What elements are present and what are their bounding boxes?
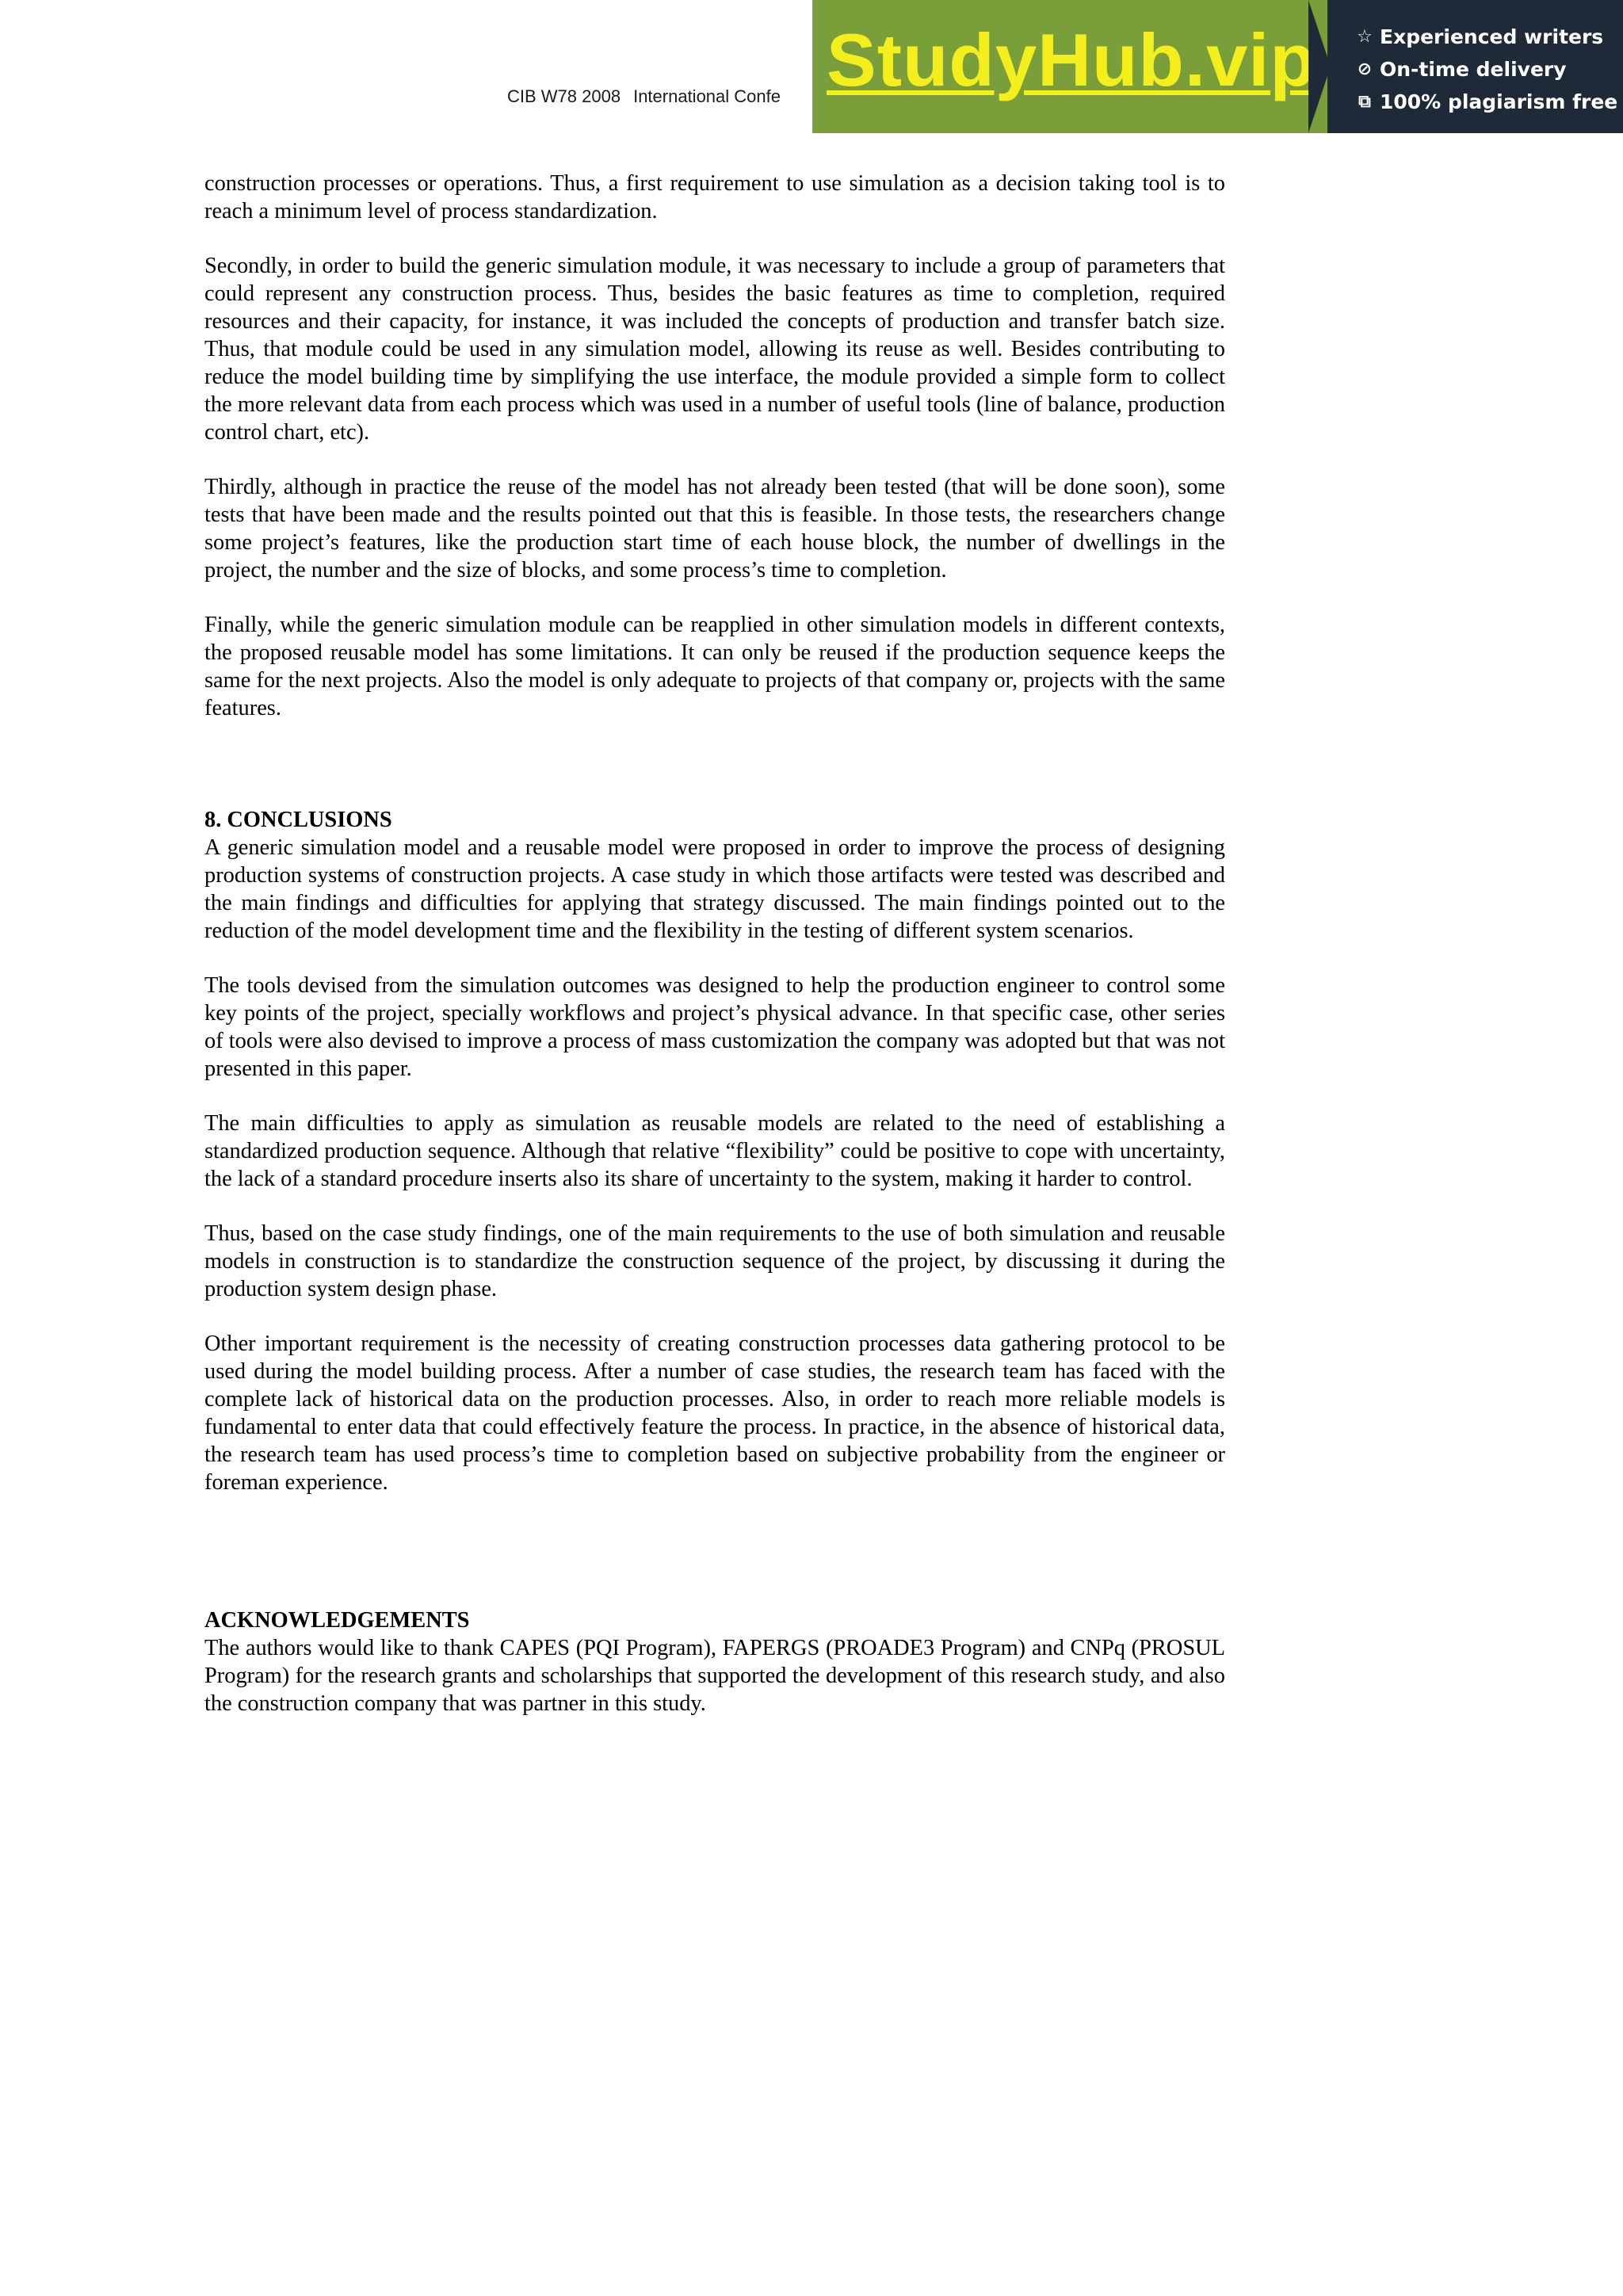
conference-code: CIB W78 2008: [507, 86, 621, 106]
clock-icon: ⊘: [1357, 59, 1373, 79]
conference-title: International Confe: [633, 86, 781, 106]
ad-feature-label: Experienced writers: [1380, 25, 1604, 48]
page-content: [204, 170, 1225, 1744]
running-header: [507, 86, 781, 107]
ad-feature-label: On-time delivery: [1380, 58, 1567, 81]
ad-feature-experienced-writers: [1354, 21, 1623, 53]
conclusions-paragraph: Other important requirement is the necessity of creating construction processes data gathering protocol to be used during the model building process. After a number of case studies, the research team has faced with the complete lack of historical data on the production processes. Also, in order to reach more reliable models is fundamental to enter data that could effectively feature the process. In practice, in the absence of historical data, the research team has used process’s time to completion based on subjective probability from the engineer or foreman experience.: [204, 1331, 1225, 1495]
ad-logo[interactable]: [812, 0, 1327, 133]
conclusions-paragraph: A generic simulation model and a reusable model were proposed in order to improve the process of designing production systems of construction projects. A case study in which those artifacts were tested was described and the main findings and difficulties for applying that strategy discussed. The main findings pointed out to the reduction of the model development time and the flexibility in the testing of different system scenarios.: [204, 835, 1225, 943]
star-icon: ☆: [1357, 27, 1373, 47]
conclusions-paragraph: The tools devised from the simulation outcomes was designed to help the production engineer to control some key points of the project, specially workflows and project’s physical advance. In that specific case, other series of tools were also devised to improve a process of mass customization the company was adopted but that was not presented in this paper.: [204, 973, 1225, 1081]
conclusions-heading: 8. CONCLUSIONS: [204, 808, 392, 832]
body-paragraph: Thirdly, although in practice the reuse of the model has not already been tested (that will be done soon), some tests that have been made and the results pointed out that this is feasible. In those tests, the researchers change some project’s features, like the production start time of each house block, the number of dwellings in the project, the number and the size of blocks, and some process’s time to completion.: [204, 475, 1225, 583]
conclusions-paragraph: Thus, based on the case study findings, one of the main requirements to the use of both simulation and reusable models in construction is to standardize the construction sequence of the project, by discussing it during the production system design phase.: [204, 1221, 1225, 1301]
body-paragraph: Finally, while the generic simulation module can be reapplied in other simulation models in different contexts, the proposed reusable model has some limitations. It can only be reused if the production sequence keeps the same for the next projects. Also the model is only adequate to projects of that company or, projects with the same features.: [204, 613, 1225, 720]
ad-feature-label: 100% plagiarism free: [1380, 90, 1618, 113]
acknowledgements-paragraph: The authors would like to thank CAPES (PQI Program), FAPERGS (PROADE3 Program) and CNPq (PROSUL Program) for the research grants and scholarships that supported the development of this research study, and also the construction company that was partner in this study.: [204, 1636, 1225, 1716]
copy-icon: ⧉: [1358, 92, 1371, 112]
ad-feature-on-time-delivery: [1354, 53, 1623, 86]
acknowledgements-heading: ACKNOWLEDGEMENTS: [204, 1608, 470, 1633]
body-paragraph: Secondly, in order to build the generic simulation module, it was necessary to include a group of parameters that could represent any construction process. Thus, besides the basic features as time to completion, required resources and their capacity, for instance, it was included the concepts of production and transfer batch size. Thus, that module could be used in any simulation model, allowing its reuse as well. Besides contributing to reduce the model building time by simplifying the use interface, the module provided a simple form to collect the more relevant data from each process which was used in a number of useful tools (line of balance, production control chart, etc).: [204, 254, 1225, 445]
ad-logo-text[interactable]: StudyHub.vip: [827, 18, 1316, 101]
body-paragraph: construction processes or operations. Thus, a first requirement to use simulation as a decision taking tool is to reach a minimum level of process standardization.: [204, 171, 1225, 223]
ad-features-panel[interactable]: [1327, 0, 1623, 133]
ad-feature-plagiarism-free: [1354, 86, 1623, 118]
studyhub-ad-banner[interactable]: [812, 0, 1623, 133]
conclusions-paragraph: The main difficulties to apply as simulation as reusable models are related to the need of establishing a standardized production sequence. Although that relative “flexibility” could be positive to cope with uncertainty, the lack of a standard procedure inserts also its share of uncertainty to the system, making it harder to control.: [204, 1111, 1225, 1191]
